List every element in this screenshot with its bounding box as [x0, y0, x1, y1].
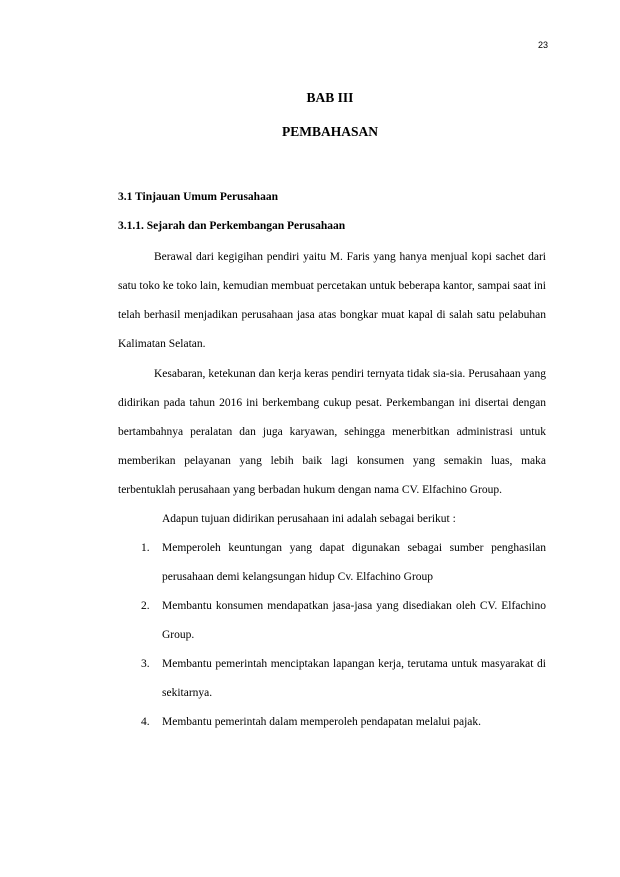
goals-list [118, 592, 546, 650]
list-item [118, 708, 546, 737]
goals-list [118, 708, 546, 737]
paragraph-goals-intro [118, 505, 546, 534]
section-heading: 3.1 Tinjauan Umum Perusahaan [118, 191, 278, 203]
subsection-heading: 3.1.1. Sejarah dan Perkembangan Perusahaan [118, 220, 346, 232]
goals-list [118, 534, 546, 592]
list-item-number: 1. [141, 542, 150, 554]
list-item-number: 2. [141, 600, 150, 612]
paragraph-history [118, 243, 546, 359]
list-item [118, 650, 546, 708]
list-item-text: Membantu pemerintah dalam memperoleh pendapatan melalui pajak. [162, 716, 482, 728]
chapter-title: PEMBAHASAN [281, 124, 378, 139]
paragraph-text: Kesabaran, ketekunan dan kerja keras pendiri ternyata tidak sia-sia. Perusahaan yang didirikan pada tahun 2016 ini berkembang cukup pesat. Perkembangan ini disertai dengan bertambahnya peralatan dan juga karyawan, sehingga menerbitkan administrasi untuk memberikan pelayanan yang lebih baik lagi konsumen yang semakin luas, maka terbentuklah perusahaan yang berbadan hukum dengan nama CV. Elfachino Group. [118, 368, 546, 496]
paragraph-text: Berawal dari kegigihan pendiri yaitu M. Faris yang hanya menjual kopi sachet dari satu toko ke toko lain, kemudian membuat percetakan untuk beberapa kantor, sampai saat ini telah berhasil menjadikan perusahaan jasa atas bongkar muat kapal di salah satu pelabuhan Kalimatan Selatan. [118, 251, 546, 350]
goals-list [118, 650, 546, 708]
page-number: 23 [537, 40, 548, 50]
list-item-number: 4. [141, 716, 150, 728]
list-item-text: Membantu pemerintah menciptakan lapangan kerja, terutama untuk masyarakat di sekitarnya. [162, 658, 546, 699]
list-item [118, 534, 546, 592]
list-item-text: Membantu konsumen mendapatkan jasa-jasa yang disediakan oleh CV. Elfachino Group. [162, 600, 546, 641]
paragraph-text: Adapun tujuan didirikan perusahaan ini adalah sebagai berikut : [162, 513, 456, 525]
paragraph-growth [118, 360, 546, 505]
list-item-text: Memperoleh keuntungan yang dapat digunakan sebagai sumber penghasilan perusahaan demi kelangsungan hidup Cv. Elfachino Group [162, 542, 546, 583]
list-item [118, 592, 546, 650]
chapter-number: BAB III [306, 90, 354, 105]
list-item-number: 3. [141, 658, 150, 670]
